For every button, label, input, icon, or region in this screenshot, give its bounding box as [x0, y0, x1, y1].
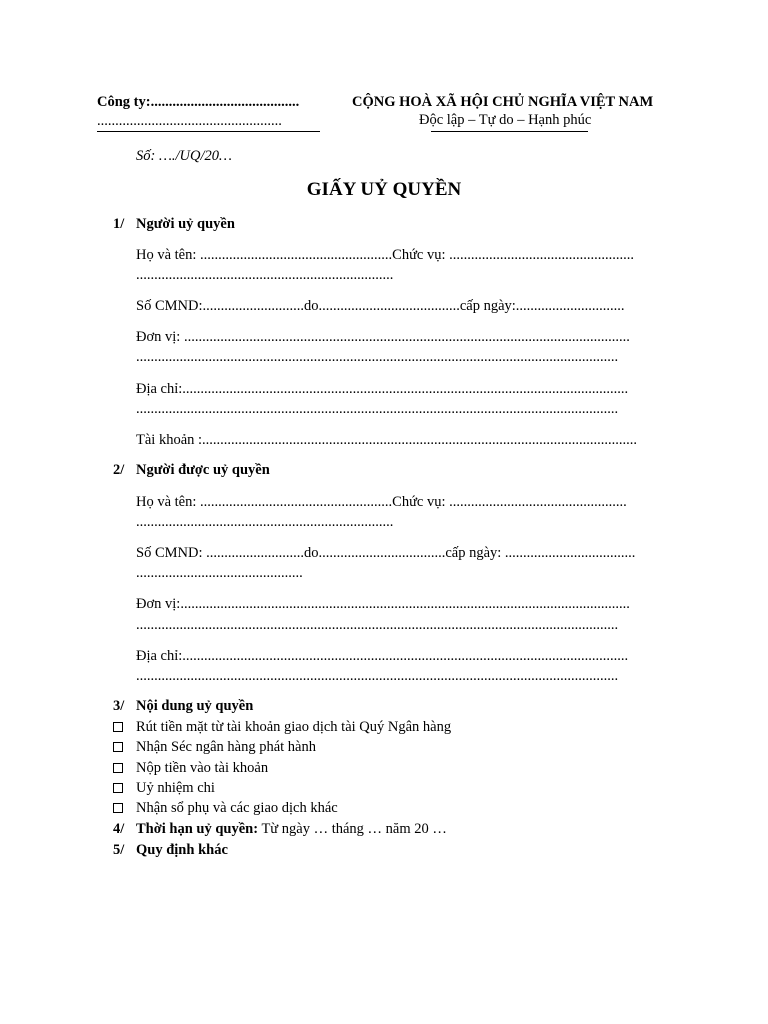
option-statements[interactable] — [113, 800, 338, 817]
section1-number: 1/ — [113, 216, 125, 232]
company-dots: ................................................... — [97, 113, 282, 129]
option-label: Nhận sổ phụ và các giao dịch khác — [136, 800, 338, 816]
option-label: Uỷ nhiệm chi — [136, 780, 215, 796]
checkbox-icon[interactable] — [113, 783, 123, 793]
section2-unit-cont: ..................................................................................................................................... — [136, 617, 619, 633]
section2-address-cont: ..................................................................................................................................... — [136, 668, 619, 684]
company-underline — [97, 131, 320, 132]
section1-unit-line: Đơn vị: ........................................................................................................................... — [136, 329, 630, 345]
checkbox-icon[interactable] — [113, 763, 123, 773]
national-title: CỘNG HOÀ XÃ HỘI CHỦ NGHĨA VIỆT NAM — [352, 94, 654, 110]
section1-heading: Người uỷ quyền — [136, 216, 235, 232]
section3-heading: Nội dung uỷ quyền — [136, 698, 254, 714]
section5-number: 5/ — [113, 842, 125, 858]
section2-name-cont: ....................................................................... — [136, 514, 394, 530]
option-receive-cheque[interactable] — [113, 739, 316, 756]
section2-number: 2/ — [113, 462, 125, 478]
option-label: Nộp tiền vào tài khoản — [136, 760, 269, 776]
doc-title: GIẤY UỶ QUYỀN — [306, 179, 462, 200]
option-label: Rút tiền mặt từ tài khoản giao dịch tài Quý Ngân hàng — [136, 719, 452, 735]
section4-number: 4/ — [113, 821, 125, 837]
section2-address-line: Địa chỉ:........................................................................................................................... — [136, 648, 629, 664]
section2-heading: Người được uỷ quyền — [136, 462, 270, 478]
company-label: Công ty:......................................... — [97, 94, 300, 110]
section1-id-line: Số CMND:............................do.......................................cấp ngày:.............................. — [136, 298, 625, 314]
section4-heading: Thời hạn uỷ quyền: — [136, 821, 259, 837]
section1-name-line: Họ và tên: .....................................................Chức vụ: ................................................... — [136, 247, 635, 263]
option-payment-order[interactable] — [113, 780, 215, 797]
motto: Độc lập – Tự do – Hạnh phúc — [419, 112, 592, 128]
option-deposit[interactable] — [113, 760, 269, 777]
motto-underline — [431, 131, 588, 132]
section2-id-line: Số CMND: ...........................do...................................cấp ngày: .................................... — [136, 545, 636, 561]
section2-name-line: Họ và tên: .....................................................Chức vụ: ................................................. — [136, 494, 627, 510]
checkbox-icon[interactable] — [113, 803, 123, 813]
section1-address-line: Địa chỉ:........................................................................................................................... — [136, 381, 629, 397]
section2-id-cont: .............................................. — [136, 565, 303, 581]
option-withdraw-cash[interactable] — [113, 719, 452, 736]
section1-address-cont: ..................................................................................................................................... — [136, 401, 619, 417]
checkbox-icon[interactable] — [113, 742, 123, 752]
option-label: Nhận Séc ngân hàng phát hành — [136, 739, 316, 755]
section2-unit-line: Đơn vị:............................................................................................................................ — [136, 596, 630, 612]
section1-account-line: Tài khoản :........................................................................................................................ — [136, 432, 638, 448]
section5-heading: Quy định khác — [136, 842, 228, 858]
section3-number: 3/ — [113, 698, 125, 714]
doc-number: Số: …./UQ/20… — [136, 148, 232, 164]
section4-line — [136, 821, 447, 838]
section1-unit-cont: ..................................................................................................................................... — [136, 349, 619, 365]
section1-name-cont: ....................................................................... — [136, 267, 394, 283]
section4-text: Từ ngày … tháng … năm 20 … — [258, 821, 447, 837]
checkbox-icon[interactable] — [113, 722, 123, 732]
